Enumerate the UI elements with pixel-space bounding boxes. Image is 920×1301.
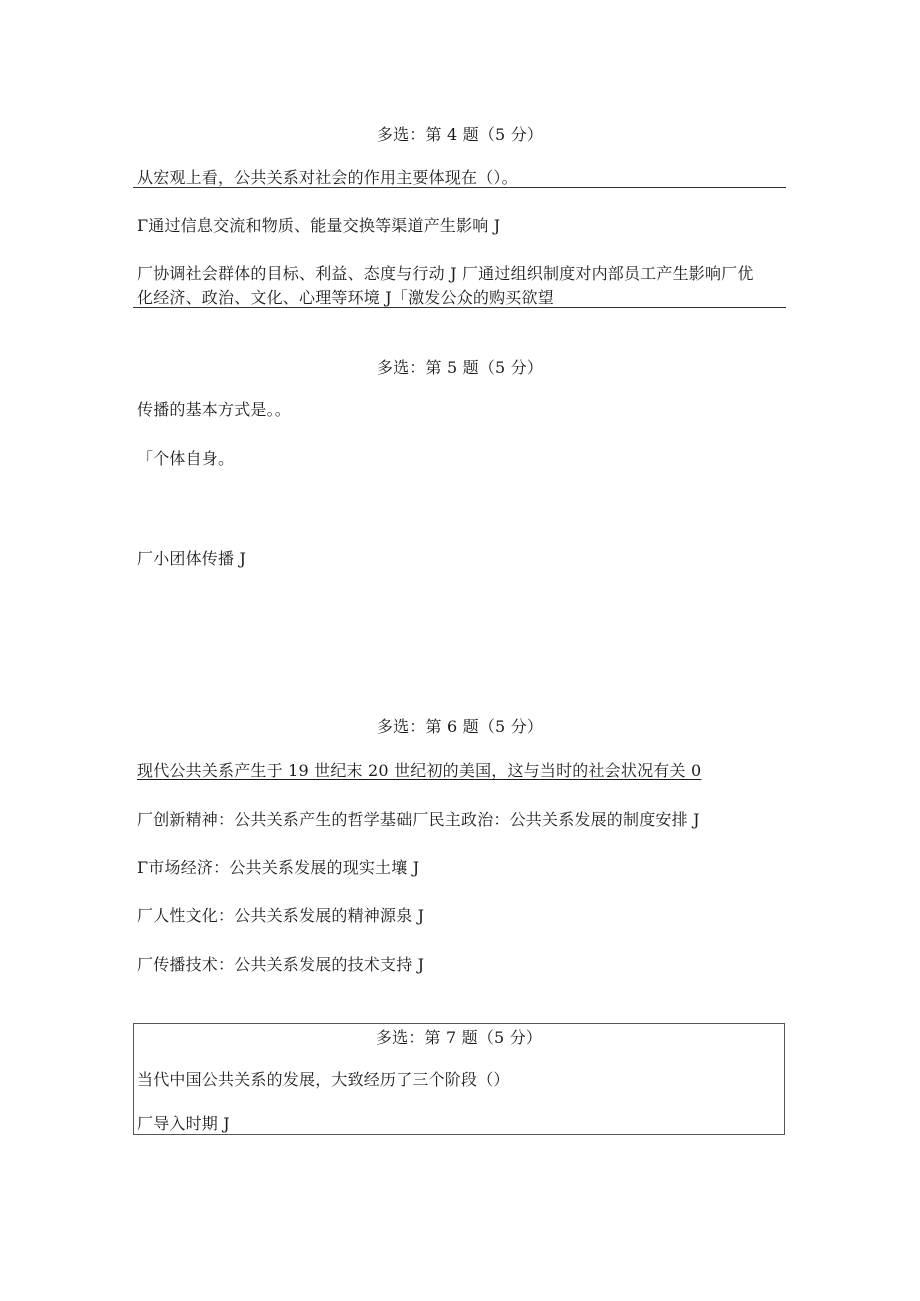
q4-option-2-line-2[interactable]: 化经济、政治、文化、心理等环境 J「激发公众的购买欲望 [137, 288, 554, 307]
q6-option-4[interactable]: 厂传播技术：公共关系发展的技术支持 J [137, 955, 425, 974]
q6-header: 多选：第 6 题（5 分） [376, 717, 544, 736]
q6-option-3[interactable]: 厂人性文化：公共关系发展的精神源泉 J [137, 906, 425, 925]
q5-question: 传播的基本方式是。。 [137, 400, 292, 419]
q5-header: 多选：第 5 题（5 分） [376, 358, 544, 377]
q4-bottom-rule [133, 307, 786, 308]
q4-question: 从宏观上看，公共关系对社会的作用主要体现在（）。 [137, 168, 518, 187]
q7-box [133, 1023, 785, 1135]
q7-question: 当代中国公共关系的发展，大致经历了三个阶段（） [137, 1070, 510, 1089]
q6-option-1[interactable]: 厂创新精神：公共关系产生的哲学基础厂民主政治：公共关系发展的制度安排 J [137, 810, 700, 829]
q7-header: 多选：第 7 题（5 分） [375, 1028, 543, 1047]
q4-option-2-line-1[interactable]: 厂协调社会群体的目标、利益、态度与行动 J 厂通过组织制度对内部员工产生影响厂优 [137, 264, 754, 283]
q5-option-2[interactable]: 厂小团体传播 J [137, 549, 247, 568]
q7-option-1[interactable]: 厂导入时期 J [137, 1114, 230, 1133]
q4-option-1[interactable]: Γ通过信息交流和物质、能量交换等渠道产生影响 J [137, 216, 501, 235]
q6-option-2[interactable]: Γ市场经济：公共关系发展的现实土壤 J [137, 858, 420, 877]
q5-option-1[interactable]: 「个体自身。 [137, 449, 235, 468]
q6-question: 现代公共关系产生于 19 世纪末 20 世纪初的美国，这与当时的社会状况有关 0 [137, 761, 702, 780]
q4-question-rule [133, 187, 786, 188]
q4-header: 多选：第 4 题（5 分） [376, 125, 544, 144]
